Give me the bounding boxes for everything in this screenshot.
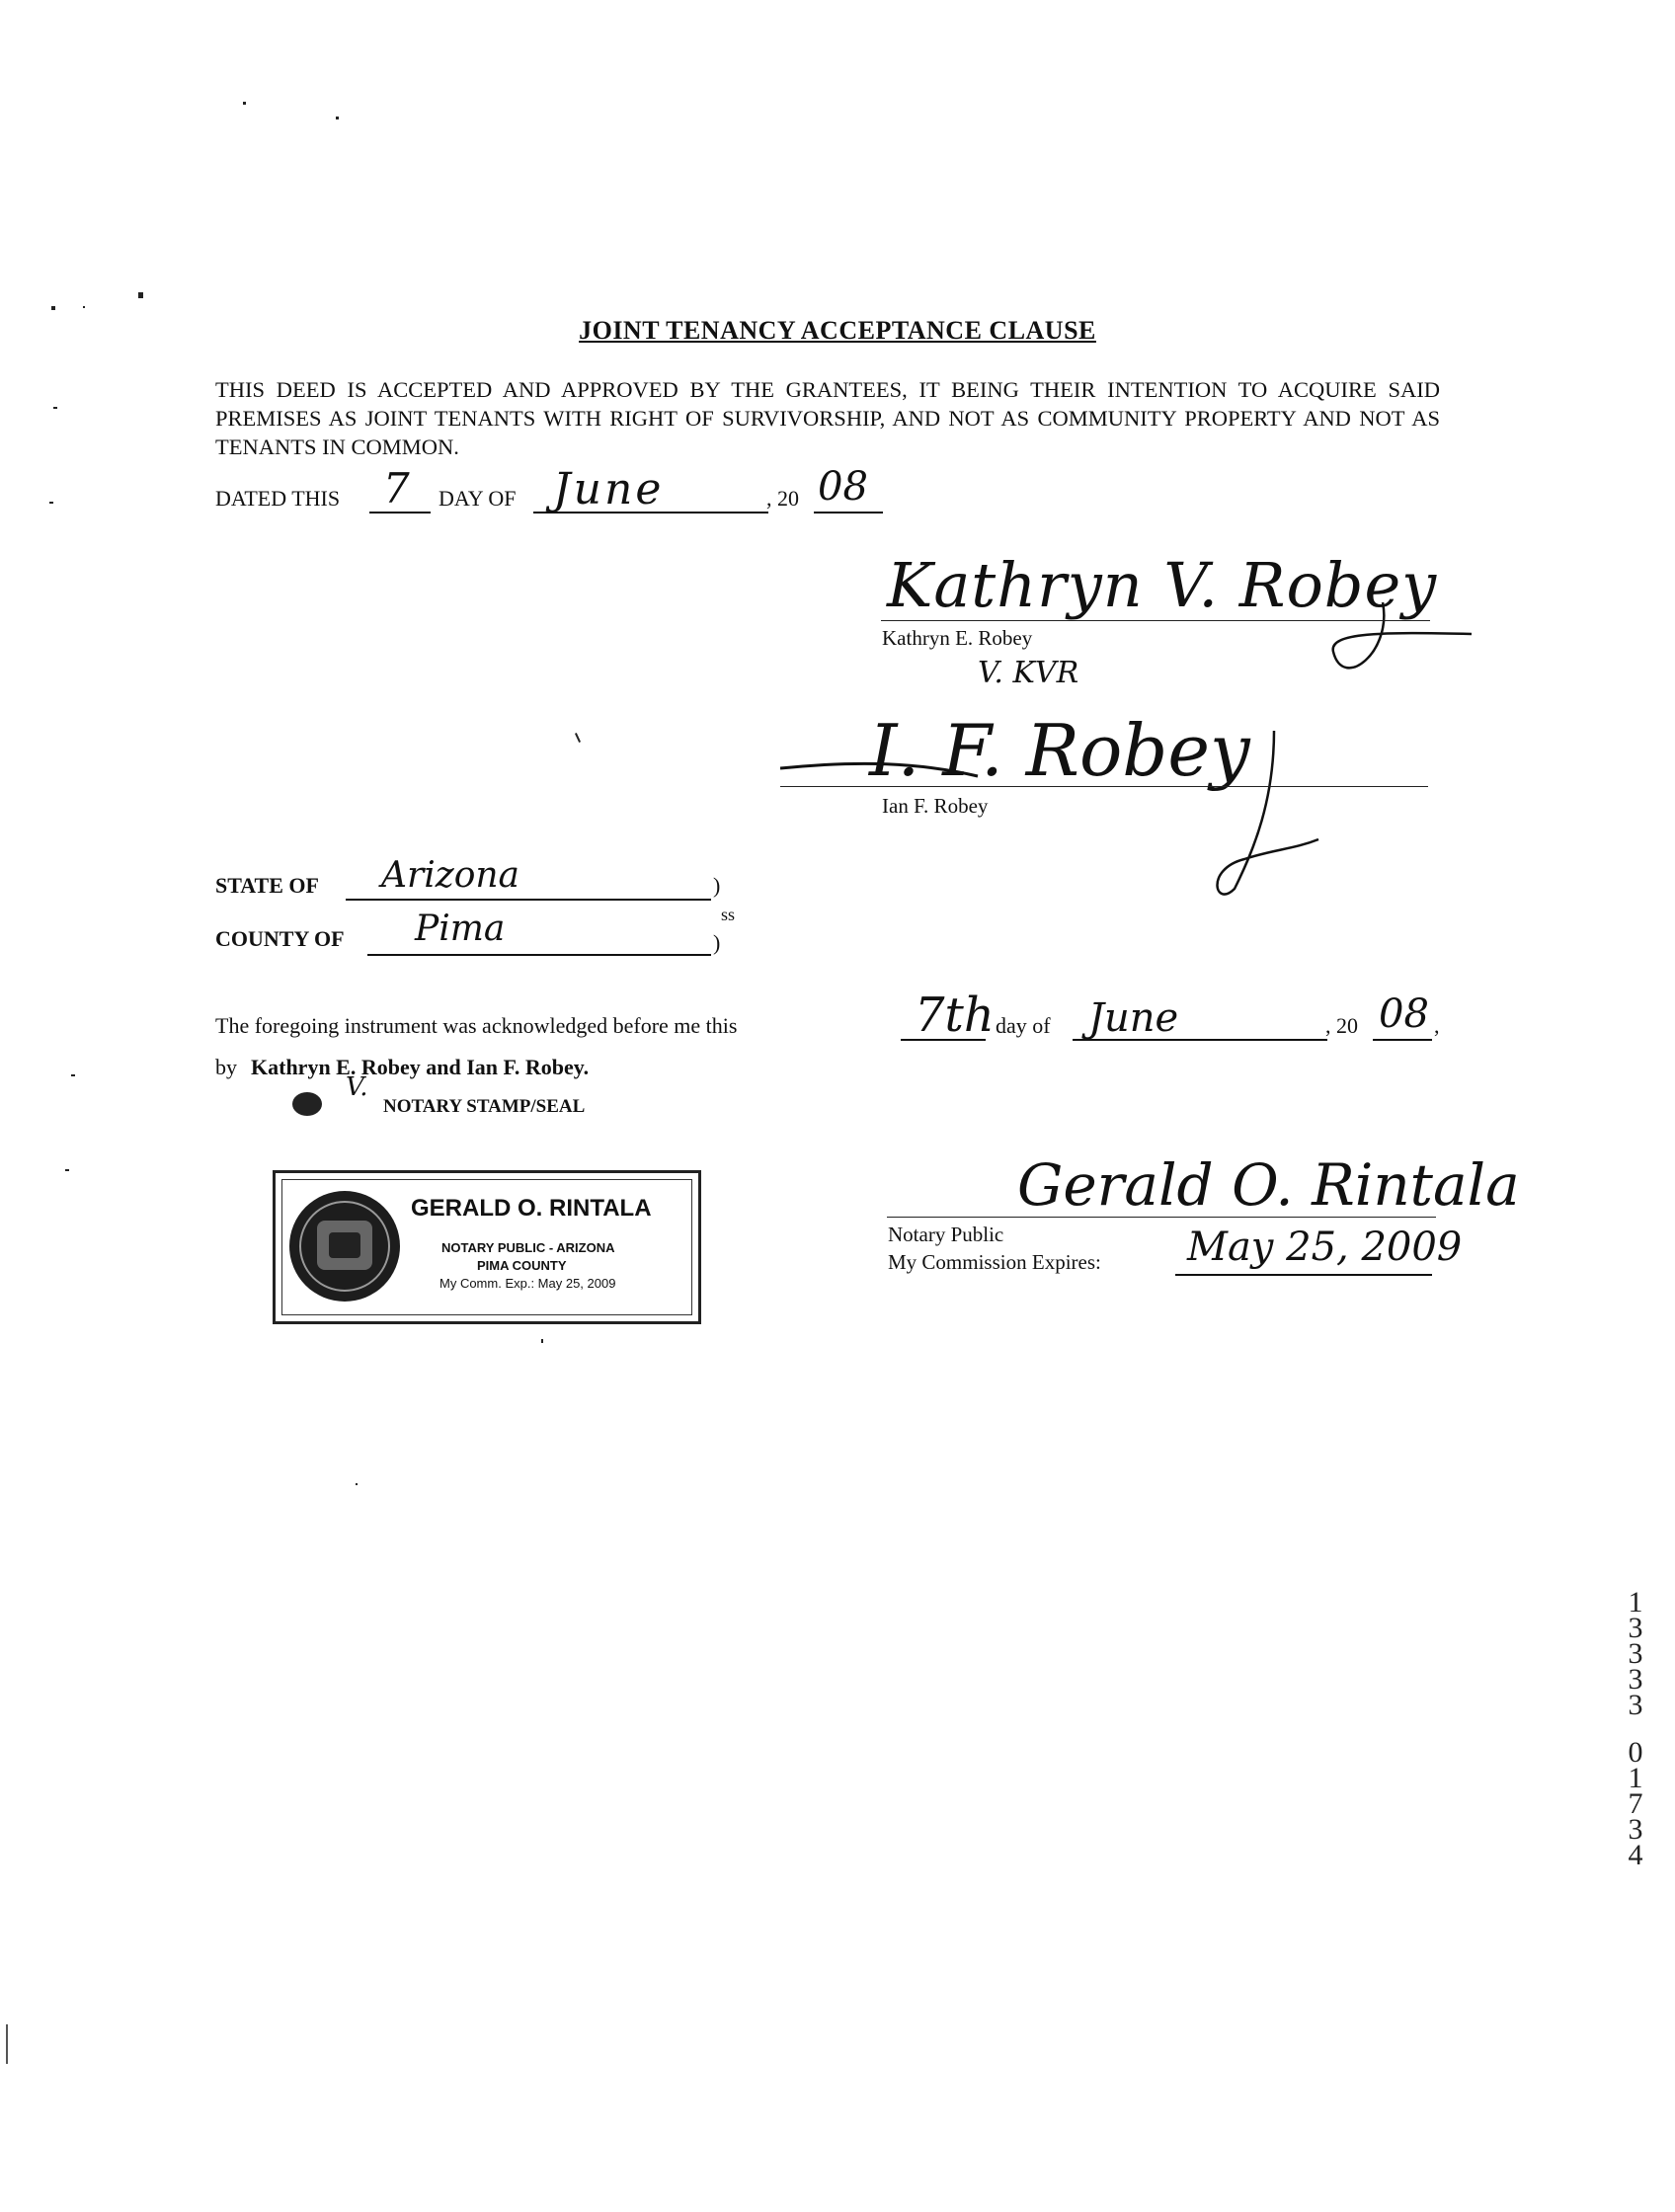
ack-by-label: by (215, 1055, 237, 1079)
notary-stamp (273, 1170, 701, 1324)
grantee2-printed-name: Ian F. Robey (882, 794, 989, 818)
acknowledgment-text: The foregoing instrument was acknowledged before me this (215, 1013, 738, 1038)
dated-day-of-label: DAY OF (439, 486, 517, 511)
initials-mark (292, 1092, 322, 1116)
stamp-line-3: My Comm. Exp.: May 25, 2009 (439, 1276, 616, 1291)
dated-month-handwritten: June (553, 464, 665, 514)
commission-expires-label: My Commission Expires: (888, 1250, 1101, 1274)
county-value-handwritten: Pima (415, 908, 506, 949)
state-label: STATE OF (215, 873, 319, 898)
stamp-line-2: PIMA COUNTY (477, 1258, 567, 1273)
grantee1-printed-name: Kathryn E. Robey (882, 626, 1033, 650)
notary-stamp-label: NOTARY STAMP/SEAL (383, 1096, 586, 1117)
notary-title: Notary Public (888, 1223, 1004, 1246)
county-paren: ) (713, 930, 721, 955)
ack-year-handwritten: 08 (1379, 991, 1429, 1037)
signature-flourish-2 (780, 681, 1333, 908)
state-paren: ) (713, 873, 721, 898)
grantee1-name-correction: V. KVR (978, 656, 1079, 690)
dated-day-handwritten: 7 (383, 464, 410, 513)
stamp-line-1: NOTARY PUBLIC - ARIZONA (441, 1240, 615, 1255)
acceptance-paragraph: THIS DEED IS ACCEPTED AND APPROVED BY THE GRANTEES, IT BEING THEIR INTENTION TO ACQUIRE SAID PREMISES AS JOINT TENANTS WITH RIGHT OF SURVIVORSHIP, AND NOT AS COMMUNITY PROPERTY AND NOT AS TENANTS IN COMMON. (215, 377, 1440, 459)
ack-year-label: , 20 (1325, 1013, 1358, 1038)
dated-year-handwritten: 08 (818, 464, 868, 510)
dated-label: DATED THIS (215, 486, 341, 511)
document-title: JOINT TENANCY ACCEPTANCE CLAUSE (579, 316, 1096, 345)
commission-expires-handwritten: May 25, 2009 (1187, 1224, 1463, 1270)
ss-label: ss (721, 905, 736, 924)
ack-month-handwritten: June (1088, 995, 1179, 1041)
county-label: COUNTY OF (215, 926, 345, 951)
grantee2-signature: I. F. Robey (869, 709, 1250, 792)
state-seal-icon (289, 1191, 400, 1302)
notary-signature: Gerald O. Rintala (1017, 1151, 1520, 1219)
ack-day-of-label: day of (996, 1013, 1051, 1038)
state-value-handwritten: Arizona (381, 855, 520, 896)
dated-year-label: , 20 (766, 486, 799, 511)
ack-day-handwritten: 7th (915, 988, 995, 1043)
grantee1-signature: Kathryn V. Robey (887, 549, 1438, 621)
ack-initials-handwritten: V. (346, 1072, 368, 1102)
document-number: 1 3 3 3 3 0 1 7 3 4 (1628, 1586, 1643, 1871)
ack-names: Kathryn E. Robey and Ian F. Robey. (251, 1055, 590, 1079)
ack-year-comma: , (1434, 1013, 1440, 1038)
stamp-notary-name: GERALD O. RINTALA (411, 1195, 652, 1222)
